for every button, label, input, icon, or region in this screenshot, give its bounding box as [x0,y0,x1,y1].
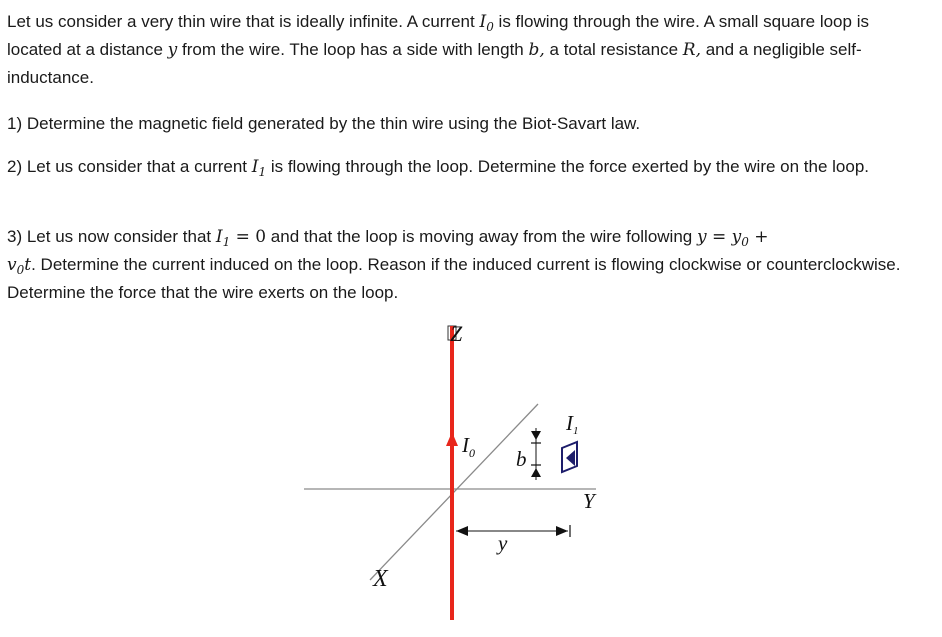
y-arrow-left-icon [456,526,468,536]
b-arrow-top-icon [531,431,541,440]
label-I1: I1 [566,411,579,437]
label-I0: $I_0$ [462,433,475,460]
problem-intro: Let us consider a very thin wire that is ideally infinite. A current $I_0$ is flowing through the wire. A small square loop is located at a distance y from the wire. The loop has a side with length b, a total resistance R, and a negligible self-inductance. [7,12,869,87]
current-I0: $I_0$ [479,12,494,34]
question-2: 2) Let us consider that a current $I_1$ is flowing through the loop. Determine the force exerted by the wire on the loop. [7,157,870,179]
label-x: X [373,566,388,592]
question-3: 3) Let us now consider that $I_1 = 0$ and that the loop is moving away from the wire following $y = y_0$ + $v_0t$. Determine the current induced on the loop. Reason if the induced current is flowing clockwise or counterclockwise. Determine the force that the wire exerts on the loop. [7,227,901,302]
label-y-axis: Y [583,489,595,513]
label-z: Z [450,321,463,346]
label-y-distance: y [498,531,508,555]
b-arrow-bottom-icon [531,468,541,477]
y-arrow-right-icon [556,526,568,536]
label-b: b [516,447,527,471]
question-1: 1) Determine the magnetic field generated by the thin wire using the Biot-Savart law. [7,114,641,133]
loop-current-arrow-icon [566,450,575,466]
wire-loop-diagram [300,318,620,632]
square-loop [562,442,577,472]
current-arrow-icon [446,432,458,446]
current-I1: $I_1$ [251,157,267,179]
